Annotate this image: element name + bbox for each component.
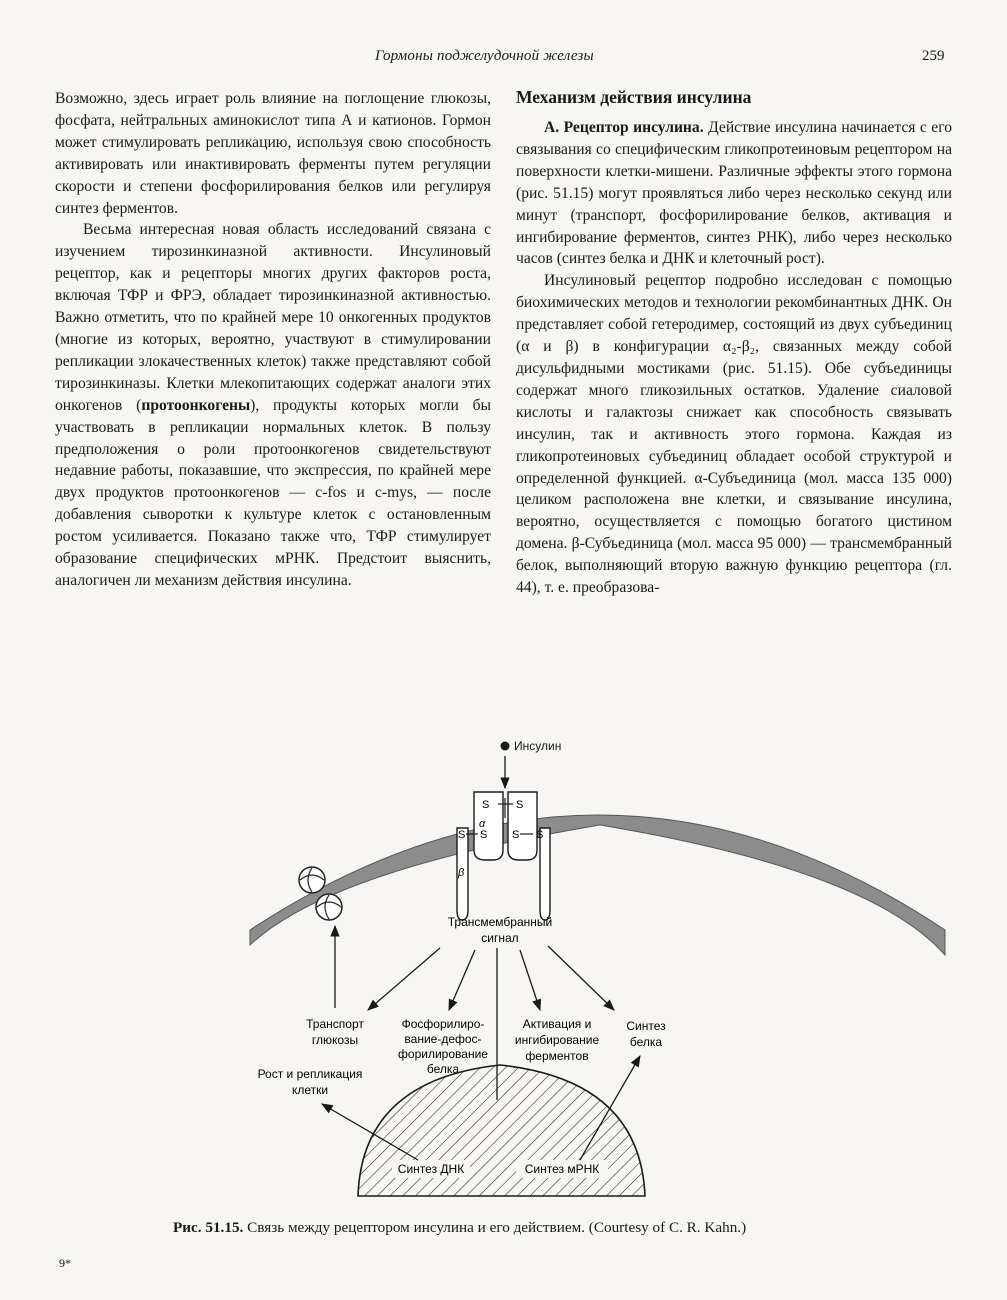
paragraph-text: Весьма интересная новая область исследований связана с изучением тирозинкиназной активности. Инсулиновый рецептор, как и рецепторы многих других факторов роста, включая ТФР и ФРЭ, обладает тирозинкиназной активностью. Важно отметить, что по крайней мере 10 онкогенных продуктов (многие из которых, вероятно, участвуют в стимулировании репликации злокачественных клеток) также представляют собой тирозинкиназы. Клетки млекопитающих содержат аналоги этих онкогенов ( (55, 221, 491, 414)
right-column (516, 86, 952, 599)
dna-synthesis-label: Синтез ДНК (397, 1162, 465, 1176)
enzyme-regulation-label-2: ингибирование (514, 1033, 600, 1047)
glucose-transport-label-2: глюкозы (311, 1033, 359, 1047)
phosphorylation-label-4: белка (426, 1062, 460, 1076)
arrow-to-protein (548, 946, 614, 1010)
protein-synthesis-label-2: белка (629, 1035, 663, 1049)
caption-label: Рис. 51.15. (173, 1219, 244, 1236)
disulfide-s: S (516, 799, 524, 811)
cell-growth-label-2: клетки (291, 1083, 329, 1097)
insulin-label: Инсулин (514, 739, 562, 753)
disulfide-s: S (536, 829, 544, 841)
figure-caption (173, 1219, 933, 1237)
cell-membrane (250, 815, 945, 955)
disulfide-s: S (480, 829, 488, 841)
paragraph (55, 219, 491, 591)
mrna-synthesis-label: Синтез мРНК (524, 1162, 600, 1176)
paragraph (516, 117, 952, 270)
figure-diagram (0, 720, 1007, 1220)
bold-term: протоонкогены (141, 396, 251, 414)
beta-label: β (458, 867, 465, 879)
disulfide-s: S (458, 829, 466, 841)
running-title: Гормоны поджелудочной железы (375, 48, 594, 64)
alpha-label: α (479, 818, 486, 830)
phosphorylation-label: Фосфорилиро- (401, 1017, 485, 1031)
section-heading: Механизм действия инсулина (516, 87, 752, 107)
insulin-molecule-icon (501, 742, 510, 751)
disulfide-s: S (482, 799, 490, 811)
insulin-receptor (457, 792, 550, 920)
left-column (55, 88, 491, 592)
arrow-to-glucose (368, 948, 440, 1010)
paragraph: Возможно, здесь играет роль влияние на поглощение глюкозы, фосфата, нейтральных аминокислот типа А и катионов. Гормон может стимулировать репликацию, используя свою способность активировать или инактивировать ферменты путем регуляции скорости и степени фосфорилирования белков или регулируя синтез ферментов. (55, 90, 491, 217)
signal-label-line1: Трансмембранный (447, 915, 553, 929)
paragraph: Инсулиновый рецептор подробно исследован с помощью биохимических методов и технологии рекомбинантных ДНК. Он представляет собой гетеродимер, состоящий из двух субъединиц (α и β) в конфигурации α₂-β₂, связанных между собой дисульфидными мостиками (рис. 51.15). Обе субъединицы содержат много гликозильных остатков. Удаление сиаловой кислоты и галактозы снижает как способность связывать инсулин, так и активность этого гормона. Каждая из гликопротеиновых субъединиц обладает особой структурой и определенной функцией. α-Субъединица (мол. масса 135 000) целиком расположена вне клетки, и связывание инсулина, вероятно, осуществляется с помощью богатого цистином домена. β-Субъединица (мол. масса 95 000) — трансмембранный белок, выполняющий вторую важную функцию рецептора (гл. 44), т. е. преобразова- (516, 272, 952, 597)
caption-text: Связь между рецептором инсулина и его действием. (Courtesy of C. R. Kahn.) (243, 1219, 747, 1236)
page-number: 259 (922, 48, 945, 64)
paragraph-text: Действие инсулина начинается с его связывания со специфическим гликопротеиновым рецептором на поверхности клетки-мишени. Различные эффекты этого гормона (рис. 51.15) могут проявляться либо через несколько секунд или минут (транспорт, фосфорилирование белков, активация и ингибирование ферментов, синтез РНК), либо через несколько часов (синтез белка и ДНК и клеточный рост). (516, 119, 952, 268)
enzyme-regulation-label: Активация и (522, 1017, 592, 1031)
arrow-to-enzymes (520, 950, 540, 1010)
signal-label-line2: сигнал (481, 931, 519, 945)
protein-synthesis-label: Синтез (626, 1019, 666, 1033)
beta-subunit-right (540, 828, 550, 920)
arrow-to-phosphorylation (449, 950, 475, 1010)
signature-mark: 9* (59, 1256, 71, 1270)
phosphorylation-label-3: форилирование (398, 1047, 488, 1061)
phosphorylation-label-2: вание-дефос- (404, 1032, 482, 1046)
paragraph-text: ), продукты которых могли бы участвовать в репликации нормальных клеток. В пользу предположения о роли протоонкогенов свидетельствуют недавние работы, показавшие, что экспрессия, по крайней мере двух продуктов протоонкогенов — c-fos и c-mys, — после добавления сыворотки к культуре клеток с остановленным ростом усиливается. Показано также что, ТФР стимулирует образование специфических мРНК. Предстоит выяснить, аналогичен ли механизм действия инсулина. (55, 396, 491, 589)
diagram-svg (0, 720, 1007, 1220)
glucose-transport-label: Транспорт (306, 1017, 364, 1031)
subsection-label: А. Рецептор инсулина. (544, 119, 704, 136)
enzyme-regulation-label-3: ферментов (525, 1049, 589, 1063)
cell-growth-label: Рост и репликация (257, 1067, 363, 1081)
disulfide-s: S (512, 829, 520, 841)
